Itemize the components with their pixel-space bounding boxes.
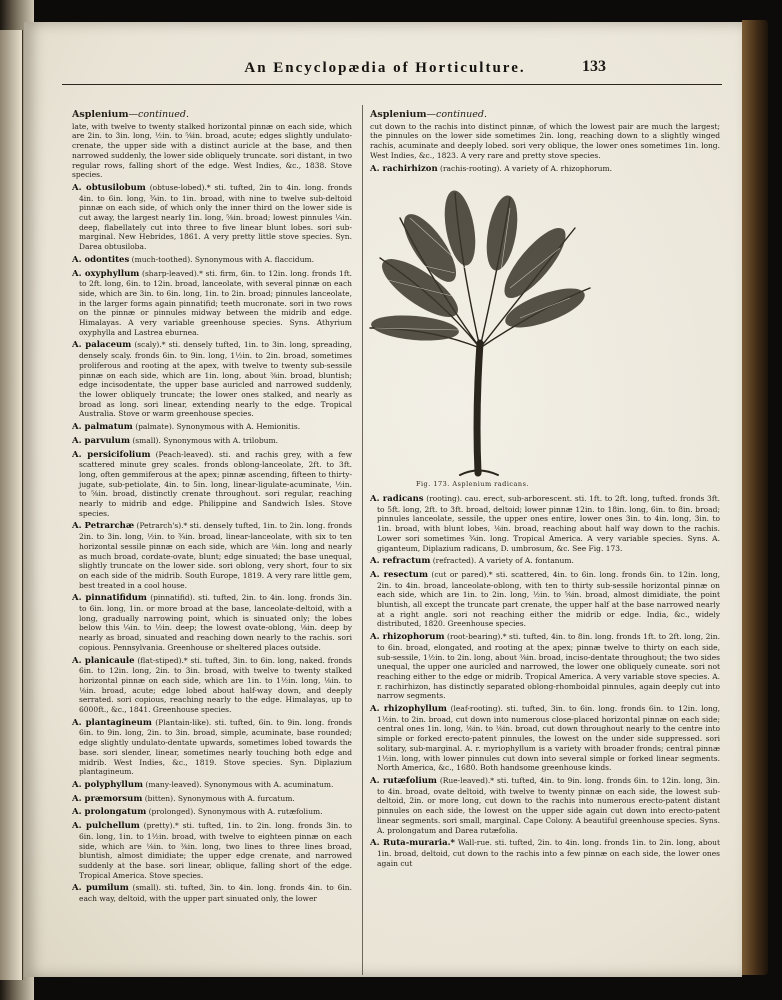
entry-name: A. persicifolium bbox=[72, 449, 151, 460]
entry-name: A. prolongatum bbox=[72, 807, 147, 818]
entry-text: (cut or pared).* sti. scattered, 4in. to 6in. long. fronds 6in. to 12in. long, 2in. to 4in. broad, lanceolate-oblong, with ten to thirty sub-sessile horizontal pinnæ on each side, which are 1in. to 2in. long, ½in. to ⅝in. broad, almost dimidiate, the point bluntish, all except the truncate part crenate, the upper half at the base narrowed nearly at a right angle. sori not reaching either the midrib or edge. India, &c., widely distributed, 1820. Greenhouse species. bbox=[377, 569, 721, 629]
dictionary-entry bbox=[370, 776, 720, 835]
dictionary-entry bbox=[72, 340, 352, 419]
dictionary-entry bbox=[72, 422, 352, 433]
entry-text: (prolonged). Synonymous with A. rutæfolium. bbox=[148, 807, 323, 817]
entry-name: A. plantagineum bbox=[72, 717, 152, 728]
dictionary-entry bbox=[370, 704, 720, 773]
entry-text: (small). sti. tufted, 3in. to 4in. long. fronds 4in. to 6in. each way, deltoid, with the upper part sinuated only, the lower bbox=[79, 883, 352, 904]
dictionary-entry bbox=[72, 821, 352, 880]
book-cover-edge-right bbox=[742, 20, 768, 975]
entry-text: (bitten). Synonymous with A. furcatum. bbox=[144, 793, 295, 803]
dictionary-entry bbox=[72, 883, 352, 903]
entry-name: A. refractum bbox=[370, 556, 431, 567]
entry-name: A. radicans bbox=[370, 494, 424, 504]
right-running-head: Asplenium—continued. bbox=[370, 109, 487, 120]
entry-text: (palmate). Synonymous with A. Hemionitis. bbox=[135, 422, 301, 432]
page-header-title: An Encyclopædia of Horticulture. bbox=[244, 60, 526, 76]
entry-text: (obtuse-lobed).* sti. tufted, 2in to 4in. long. fronds 4in. to 6in. long, ¾in. to 1in. broad, with nine to twelve sub-deltoid pinnæ on each side, of which only the inner third on the lower side is cut away, the largest nearly 1in. long, ⅝in. broad; lowest pinnules ¼in. deep, flabellately cut into three to five linear blunt lobes. sori sub-marginal. New Hebrides, 1861. A very pretty little stove species. Syn. Darea obtusiloba. bbox=[79, 182, 352, 252]
fern-tree-illustration bbox=[360, 178, 596, 478]
right-continued-text: cut down to the rachis into distinct pinnæ, of which the lowest pair are much the largest; the pinnules on the lower side sometimes 2in. long, reaching down to a slightly winged rachis, acuminate and deeply lobed. sori very oblique, the lower ones sometimes 1in. long. West Indies, &c., 1823. A very rare and pretty stove species. bbox=[370, 121, 720, 160]
right-column-bottom bbox=[370, 494, 720, 871]
entry-text: (Petrarch's).* sti. densely tufted, 1in. to 2in. long. fronds 2in. to 3in. long, ½in. to ¾in. broad, linear-lanceolate, with six to ten horizontal sessile pinnæ on each side, which are ⅛in. long and nearly as much broad, cordate-ovate, blunt; edge sinuated; the base unequal, slightly truncate on the lower side. sori oblong, very short, four to six on each side of the midrib. South Europe, 1819. A very rare little gem, best treated in a cool house. bbox=[79, 521, 352, 590]
dictionary-entry bbox=[370, 494, 720, 553]
entry-text: (pinnatifid). sti. tufted, 2in. to 4in. long. fronds 3in. to 6in. long, 1in. or more broad at the base, lanceolate-deltoid, with a long, gradually narrowing point, which is sinuated only; the lobes below this ¼in. to ½in. deep; the lowest ovate-oblong, ⅛in. deep by nearly as broad, sinuated and reaching down nearly to the rachis. sori copious. Pennsylvania. Greenhouse or sheltered places outside. bbox=[79, 593, 353, 652]
dictionary-entry bbox=[370, 556, 720, 567]
entry-name: A. palaceum bbox=[72, 340, 132, 351]
entry-text: (pretty).* sti. tufted, 1in. to 2in. long. fronds 3in. to 6in. long, 1in. to 1½in. broad, with twelve to eighteen pinnæ on each side, which are ⅛in. to ⅜in. long, two lines to three lines broad, bluntish, almost dimidiate; the upper edge crenate, and narrowed suddenly at the base. sori linear, oblique, falling short of the edge. Tropical America. Stove species. bbox=[79, 821, 353, 880]
left-continued-text: late, with twelve to twenty stalked horizontal pinnæ on each side, which are 2in. to 3in. long, ½in. to ⅝in. broad, acute; edges slightly undulato-crenate, the upper side with a distinct auricle at the base, and then narrowed suddenly, the lower side obliquely truncate. sori distant, in two regular rows, falling short of the edge. West Indies, &c., 1838. Stove species. bbox=[72, 121, 352, 180]
entry-text: (refracted). A variety of A. fontanum. bbox=[432, 556, 574, 566]
entry-text: (Plantain-like). sti. tufted, 6in. to 9in. long. fronds 6in. to 9in. long, 2in. to 3in. broad, simple, acuminate, base rounded; edge slightly undulato-dentate upwards, sometimes lobed towards the base. sori slender, linear, sometimes nearly touching both edge and midrib. West Indies, &c., 1819. Stove species. Syn. Diplazium plantagineum. bbox=[79, 717, 352, 777]
entry-name: A. pulchellum bbox=[72, 821, 140, 832]
right-column-top bbox=[370, 110, 720, 177]
entry-name: A. rhizophyllum bbox=[370, 704, 447, 715]
dictionary-entry bbox=[370, 570, 720, 629]
entry-name: A. resectum bbox=[370, 569, 428, 580]
entry-name: A. planicaule bbox=[72, 655, 135, 666]
dictionary-entry bbox=[370, 164, 720, 175]
dictionary-entry bbox=[72, 521, 352, 590]
dictionary-entry bbox=[72, 269, 352, 338]
right-top-entry-list bbox=[370, 164, 720, 175]
dictionary-entry bbox=[72, 436, 352, 447]
entry-text: (rooting). cau. erect, sub-arborescent. sti. 1ft. to 2ft. long, tufted. fronds 3ft. to 5ft. long, 2ft. to 3ft. broad, deltoid; lower pinnæ 12in. to 18in. long, 6in. to 8in. broad; pinnules lanceolate, sessile, the upper ones entire, lower ones 3in. to 4in. long, 3in. to 1in. broad, with blunt lobes, ⅛in. broad, reaching about half way down to the rachis. Lower sori sometimes ¾in. long. Tropical America. A very variable species. Syns. A. giganteum, Diplazium radicans, D. umbrosum, &c. See Fig. 173. bbox=[377, 494, 720, 553]
dictionary-entry bbox=[72, 450, 352, 519]
entry-text: (flat-stiped).* sti. tufted, 3in. to 6in. long, naked. fronds 6in. to 12in. long, 2in. to 3in. broad, with twelve to twenty stalked horizontal pinnæ on each side, which are 1in. to 1½in. long, ⅛in. to ⅛in. broad, acute; edge lobed about half-way down, and deeply serrated. sori copious, reaching nearly to the edge. Himalayas, up to 6000ft., &c., 1841. Greenhouse species. bbox=[79, 655, 353, 715]
previous-page-edge bbox=[0, 30, 23, 980]
entry-name: A. polyphyllum bbox=[72, 780, 143, 790]
entry-text: (many-leaved). Synonymous with A. acuminatum. bbox=[145, 780, 334, 789]
entry-text: (much-toothed). Synonymous with A. flaccidum. bbox=[131, 254, 315, 264]
entry-name: A. odontites bbox=[72, 254, 130, 265]
entry-text: (scaly).* sti. densely tufted, 1in. to 3in. long, spreading, densely scaly. fronds 6in. to 9in. long, 1½in. to 2in. broad, sometimes proliferous and rooting at the apex, with twelve to twenty sub-sessile pinnæ on each side, which are 1in. long, about ⅜in. broad, bluntish; edge incisodentate, the upper base auricled and narrowed suddenly, the lower obliquely truncate; the lower ones stalked, and nearly as broad as long. sori linear, extending nearly to the edge. Tropical Australia. Stove or warm greenhouse species. bbox=[79, 340, 352, 419]
entry-text: (rachis-rooting). A variety of A. rhizophorum. bbox=[440, 163, 612, 173]
entry-text: (small). Synonymous with A. trilobum. bbox=[132, 435, 278, 445]
left-entry-list bbox=[72, 183, 352, 904]
figure-caption: Fig. 173. Asplenium radicans. bbox=[415, 480, 530, 488]
right-bottom-entry-list bbox=[370, 494, 720, 868]
entry-name: A. Ruta-muraria.* bbox=[370, 838, 456, 849]
dictionary-entry bbox=[370, 838, 720, 868]
dictionary-entry bbox=[370, 632, 720, 701]
entry-name: A. obtusilobum bbox=[72, 182, 146, 193]
fern-trunk bbox=[477, 343, 480, 473]
entry-text: (sharp-leaved).* sti. firm, 6in. to 12in. long. fronds 1ft. to 2ft. long, 6in. to 12in. broad, lanceolate, with several pinnæ on each side, which are 3in. to 6in. long, 1in. to 2in. broad; pinnules lanceolate, in the larger forms again pinnatifid; teeth mucronate. sori in two rows on the pinnæ or pinnules midway between the midrib and edge. Himalayas. A very variable greenhouse species. Syns. Athyrium oxyphylla and Lastrea eburnea. bbox=[79, 268, 352, 337]
entry-name: A. palmatum bbox=[72, 422, 133, 433]
dictionary-entry bbox=[72, 183, 352, 252]
entry-name: A. rachirhizon bbox=[370, 163, 438, 174]
entry-text: (leaf-rooting). sti. tufted, 3in. to 6in. long. fronds 6in. to 12in. long, 1½in. to 2in. broad, cut down into numerous close-placed horizontal pinnæ on each side; central ones 1in. long, ⅛in. to ⅛in. broad, cut down throughout nearly to the centre into simple or forked erecto-patent pinnules, the lowest on the under side suppressed. sori solitary, sub-marginal. A. r. myriophyllum is a variety with broader fronds; central pinnæ 1½in. long, with lower pinnules cut down into several simple or forked linear segments. North America, &c., 1680. Both handsome greenhouse kinds. bbox=[377, 704, 720, 773]
entry-text: (Rue-leaved).* sti. tufted, 4in. to 9in. long. fronds 6in. to 12in. long, 3in. to 4in. broad, ovate deltoid, with twelve to twenty pinnæ on each side, the lowest sub-deltoid, 2in. or more long, cut down to the rachis into numerous erecto-patent distant pinnules on each side, the lowest on the upper side again cut down into erecto-patent linear segments. sori small, marginal. Cape Colony. A beautiful greenhouse species. Syns. A. prolongatum and Darea rutæfolia. bbox=[377, 775, 720, 835]
left-running-head: Asplenium—continued. bbox=[72, 109, 189, 120]
entry-name: A. Petrarchæ bbox=[72, 521, 135, 532]
entry-name: A. pumilum bbox=[72, 883, 129, 894]
entry-name: A. oxyphyllum bbox=[72, 268, 140, 279]
entry-name: A. rutæfolium bbox=[370, 775, 437, 786]
entry-text: Wall-rue. sti. tufted, 2in. to 4in. long. fronds 1in. to 2in. long, about 1in. broad, deltoid, cut down to the rachis into a few pinnæ on each side, the lower ones again cut bbox=[377, 838, 721, 868]
left-column bbox=[72, 110, 352, 907]
entry-name: A. præmorsum bbox=[72, 793, 143, 804]
page-number: 133 bbox=[582, 58, 606, 75]
entry-text: (Peach-leaved). sti. and rachis grey, with a few scattered minute grey scales. fronds oblong-lanceolate, 2ft. to 3ft. long, often gemmiferous at the apex; pinnæ ascending, fifteen to thirty-jugate, sub-petiolate, 4in. to 5in. long, linear-ligulate-acuminate, ½in. to ⅝in. broad, distinctly crenate throughout. sori regular, reaching nearly to midrib and edge. Philippine and Sandwich Isles. Stove species. bbox=[79, 449, 352, 518]
dictionary-entry bbox=[72, 807, 352, 818]
dictionary-entry bbox=[72, 794, 352, 805]
dictionary-entry bbox=[72, 780, 352, 791]
dictionary-entry bbox=[72, 718, 352, 777]
dictionary-entry bbox=[72, 656, 352, 715]
dictionary-entry bbox=[72, 255, 352, 266]
entry-name: A. pinnatifidum bbox=[72, 593, 147, 604]
entry-name: A. rhizophorum bbox=[370, 632, 445, 643]
entry-text: (root-bearing).* sti. tufted, 4in. to 8in. long. fronds 1ft. to 2ft. long, 2in. to 6in. broad, elongated, and rooting at the apex; pinnæ twelve to thirty on each side, sub-sessile, 1½in. to 2in. long, about ⅜in. broad, inciso-dentate throughout; the two sides unequal, the upper one auricled and narrowed, the lower one obliquely cuneate. sori not reaching either to the edge or midrib. Tropical America. A very variable stove species. A. r. rachirhizon, has distinctly separated oblong-rhomboidal pinnules, again deeply cut into narrow segments. bbox=[377, 632, 720, 701]
header-rule bbox=[62, 84, 722, 85]
dictionary-entry bbox=[72, 593, 352, 652]
entry-name: A. parvulum bbox=[72, 435, 130, 446]
